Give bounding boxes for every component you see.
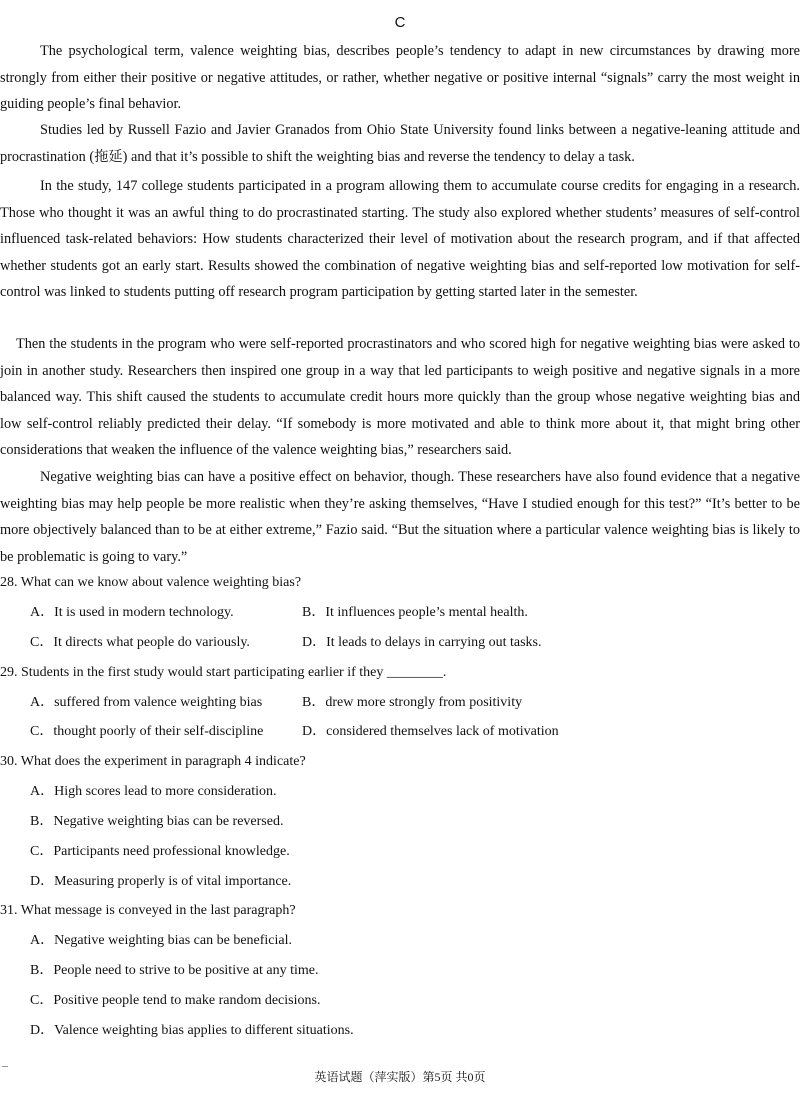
- question-30-option-d: D．Measuring properly is of vital importance.: [30, 874, 292, 889]
- section-label: C: [394, 14, 406, 31]
- passage-paragraph-4: Then the students in the program who were self-reported procrastinators and who scored high for negative weighting bias were asked to join in another study. Researchers then inspired one group in a way that led participants to weigh positive and negative signals in a more balanced way. This shift caused the students to accumulate credit hours more quickly than the group whose negative weighting bias and low self-control reliably predicted their delay. “If somebody is more motivated and able to think more about it, that might bring other considerations that weaken the influence of the valence weighting bias,” researchers said.: [0, 336, 800, 458]
- question-31-option-a: A．Negative weighting bias can be beneficial.: [30, 933, 293, 948]
- question-31-stem: 31. What message is conveyed in the last paragraph?: [0, 903, 296, 918]
- question-31-option-b: B．People need to strive to be positive at any time.: [30, 963, 319, 978]
- passage-paragraph-1: The psychological term, valence weighting bias, describes people’s tendency to adapt in new circumstances by drawing more strongly from either their positive or negative attitudes, or rather, whether negative or positive internal “signals” carry the most weight in guiding people’s final behavior.: [0, 43, 800, 112]
- question-29-option-a: A．suffered from valence weighting bias: [30, 695, 263, 710]
- question-29-option-c: C．thought poorly of their self-discipline: [30, 724, 264, 739]
- question-30-option-b: B．Negative weighting bias can be reversed.: [30, 814, 284, 829]
- passage-paragraph-3: In the study, 147 college students participated in a program allowing them to accumulate course credits for engaging in a research. Those who thought it was an awful thing to do procrastinated starting. The study also explored whether students’ measures of self-control influenced task-related behaviors: How students characterized their level of motivation about the research program, and if that affected whether students got an early start. Results showed the combination of negative weighting bias and self-reported low motivation for self-control was linked to students putting off research program participation by getting started later in the semester.: [0, 178, 800, 300]
- question-31-option-d: D．Valence weighting bias applies to different situations.: [30, 1023, 354, 1038]
- question-30-option-c: C．Participants need professional knowledge.: [30, 844, 290, 859]
- question-31-option-c: C．Positive people tend to make random decisions.: [30, 993, 321, 1008]
- question-30-stem: 30. What does the experiment in paragraph 4 indicate?: [0, 754, 306, 769]
- question-28-stem: 28. What can we know about valence weighting bias?: [0, 575, 302, 590]
- question-30-option-a: A．High scores lead to more consideration.: [30, 784, 277, 799]
- question-28-option-b: B．It influences people’s mental health.: [302, 605, 528, 620]
- question-28-option-c: C．It directs what people do variously.: [30, 635, 250, 650]
- question-28-option-a: A．It is used in modern technology.: [30, 605, 234, 620]
- question-29-option-b: B．drew more strongly from positivity: [302, 695, 523, 710]
- passage-paragraph-2: Studies led by Russell Fazio and Javier Granados from Ohio State University found links between a negative-leaning attitude and procrastination (拖延) and that it’s possible to shift the weighting bias and reverse the tendency to delay a task.: [0, 122, 800, 165]
- passage-paragraph-5: Negative weighting bias can have a positive effect on behavior, though. These researchers have also found evidence that a negative weighting bias may help people be more realistic when they’re asking themselves, “Have I studied enough for this test?” “It’s better to be more objectively balanced than to be at either extreme,” Fazio said. “But the situation where a particular valence weighting bias is likely to be problematic is going to vary.”: [0, 469, 800, 565]
- page-edge-mark: [2, 1066, 8, 1067]
- page-footer: 英语试题（萍实版）第5页 共0页: [314, 1070, 486, 1084]
- question-28-option-d: D．It leads to delays in carrying out tasks.: [302, 635, 542, 650]
- question-29-stem: 29. Students in the first study would start participating earlier if they ________.: [0, 665, 447, 680]
- question-29-option-d: D．considered themselves lack of motivation: [302, 724, 559, 739]
